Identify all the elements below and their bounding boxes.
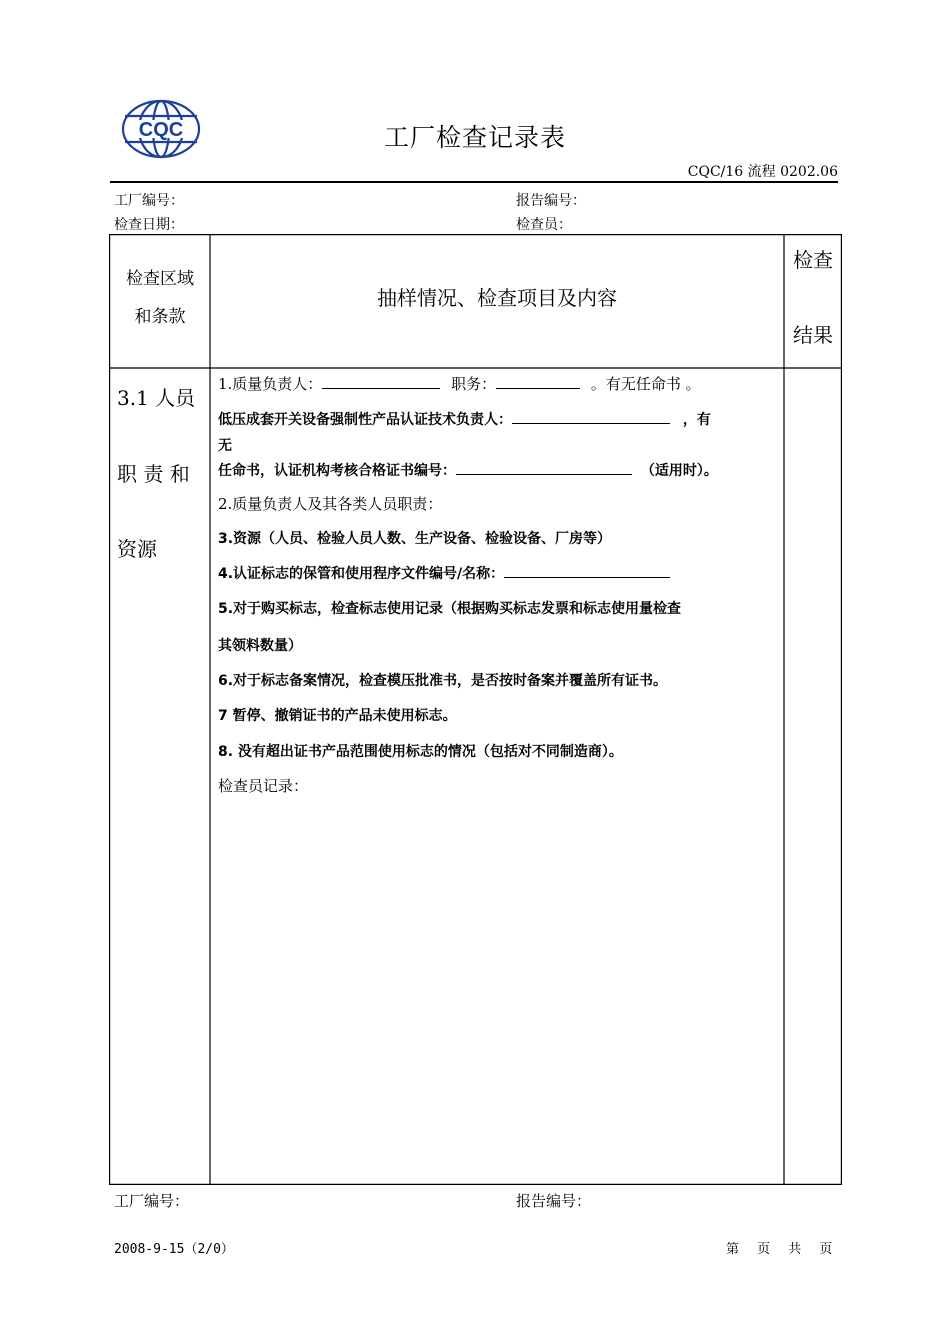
- item-2: 2.质量负责人及其各类人员职责：: [218, 495, 443, 513]
- item-1c: [218, 460, 776, 480]
- fill-blank: [512, 410, 670, 424]
- fill-blank: [496, 375, 580, 389]
- item-1-position-label: 职务：: [451, 375, 497, 393]
- clause-label-line3: 资源: [117, 537, 157, 561]
- clause-label-line2: 职 责 和: [117, 462, 190, 486]
- item-1b: [218, 409, 776, 429]
- item-5-line1: 5.对于购买标志，检查标志使用记录（根据购买标志发票和标志使用量检查: [218, 601, 682, 617]
- report-number-label: 报告编号：: [516, 193, 586, 209]
- column-header-area-line2: 和条款: [134, 307, 186, 327]
- column-header-result-line1: 检查: [793, 248, 833, 272]
- item-1: [218, 373, 776, 394]
- column-header-area-line1: 检查区域: [126, 269, 194, 289]
- item-4-label: 4.认证标志的保管和使用程序文件编号/名称：: [218, 566, 505, 582]
- item-7: 7 暂停、撤销证书的产品未使用标志。: [218, 708, 457, 724]
- check-date-label: 检查日期：: [114, 217, 184, 233]
- fill-blank: [456, 461, 632, 475]
- column-header-content: 抽样情况、检查项目及内容: [377, 286, 617, 310]
- item-5-line2: 其领料数量）: [218, 638, 302, 654]
- footer-report-number-label: 报告编号：: [516, 1192, 592, 1210]
- clause-label-line1: 3.1 人员: [117, 386, 196, 410]
- item-1-appointment: 。有无任命书 。: [590, 375, 701, 393]
- logo-text: CQC: [138, 119, 184, 141]
- page-title: 工厂检查记录表: [383, 123, 566, 152]
- item-1c-label: 任命书，认证机构考核合格证书编号：: [218, 463, 456, 479]
- inspector-label: 检查员：: [516, 217, 572, 233]
- document-code: CQC/16 流程 0202.06: [687, 164, 838, 180]
- item-1b-wrap: 无: [218, 438, 232, 454]
- footer-factory-number-label: 工厂编号：: [114, 1192, 190, 1210]
- item-8: 8. 没有超出证书产品范围使用标志的情况（包括对不同制造商）。: [218, 744, 623, 760]
- footer-page-number: 第 页 共 页: [726, 1242, 833, 1257]
- fill-blank: [322, 375, 440, 389]
- header-rule: [110, 181, 838, 183]
- footer-version: 2008-9-15（2/0）: [114, 1242, 234, 1257]
- item-6: 6.对于标志备案情况，检查模压批准书，是否按时备案并覆盖所有证书。: [218, 673, 668, 689]
- inspector-record-label: 检查员记录：: [218, 777, 309, 795]
- item-1b-tail: ，有: [682, 412, 711, 428]
- item-1b-label: 低压成套开关设备强制性产品认证技术负责人：: [218, 412, 512, 428]
- column-header-area: [110, 260, 210, 336]
- fill-blank: [504, 564, 670, 578]
- item-3: 3.资源（人员、检验人员人数、生产设备、检验设备、厂房等）: [218, 531, 612, 547]
- column-header-result-line2: 结果: [793, 323, 833, 347]
- item-1c-tail: （适用时）。: [640, 463, 718, 479]
- factory-number-label: 工厂编号：: [114, 193, 184, 209]
- item-4: [218, 563, 776, 583]
- item-1-label: 1.质量负责人：: [218, 375, 323, 393]
